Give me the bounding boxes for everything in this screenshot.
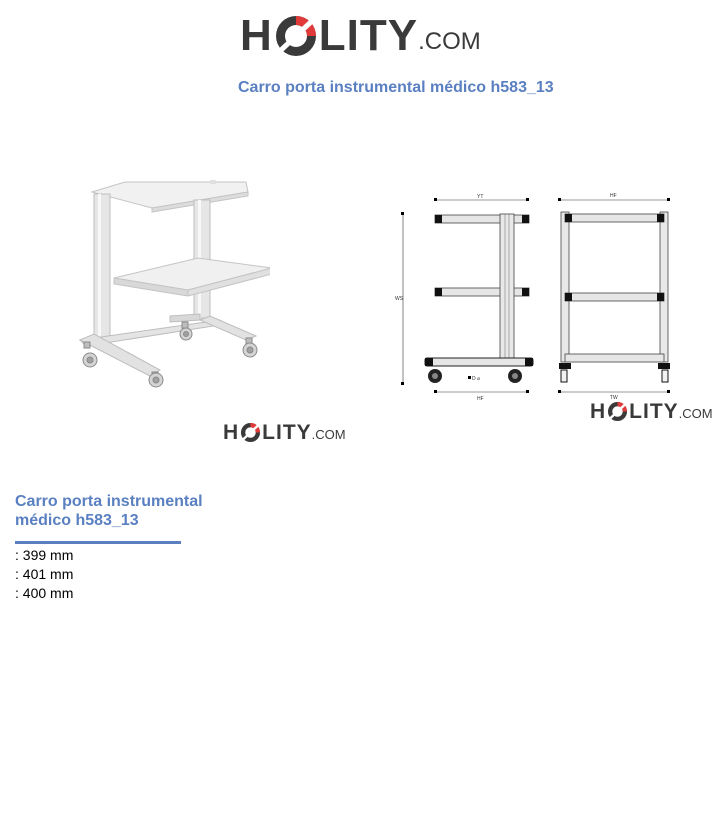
logo-letters-lity: LITY — [629, 400, 679, 423]
logo-suffix: .COM — [418, 28, 481, 55]
dim-label-bottom-front: HF — [477, 396, 484, 400]
dim-label-top-front: YT — [477, 194, 484, 200]
title-divider — [15, 541, 181, 544]
dim-label-bottom-side: TW — [610, 395, 618, 400]
logo-suffix: .COM — [678, 406, 713, 421]
logo-o-icon — [274, 14, 318, 58]
watermark-logo-left — [223, 420, 346, 446]
logo-letter-h: H — [240, 11, 273, 60]
product-photo-cart — [70, 170, 270, 395]
site-logo[interactable] — [240, 10, 481, 62]
logo-o-icon — [240, 422, 261, 443]
page-title: Carro porta instrumental médico h583_13 — [238, 79, 554, 96]
logo-letters-lity: LITY — [318, 11, 419, 60]
dim-label-height: WS — [395, 296, 404, 302]
logo-letter-h: H — [590, 400, 607, 423]
dim-label-top-side: HF — [610, 193, 617, 199]
logo-letters-lity: LITY — [262, 421, 312, 444]
spec-list — [15, 546, 73, 603]
technical-drawing-front-side — [395, 190, 710, 400]
product-title: Carro porta instrumental médico h583_13 — [15, 493, 203, 529]
watermark-logo-right — [590, 399, 713, 425]
logo-suffix: .COM — [311, 427, 346, 442]
spec-line-1: : 399 mm — [15, 547, 74, 563]
spec-line-3: : 400 mm — [15, 585, 74, 601]
spec-line-2: : 401 mm — [15, 566, 74, 582]
logo-o-icon — [607, 401, 628, 422]
dim-label-wheel: D ⌀ — [472, 376, 481, 382]
logo-letter-h: H — [223, 421, 240, 444]
